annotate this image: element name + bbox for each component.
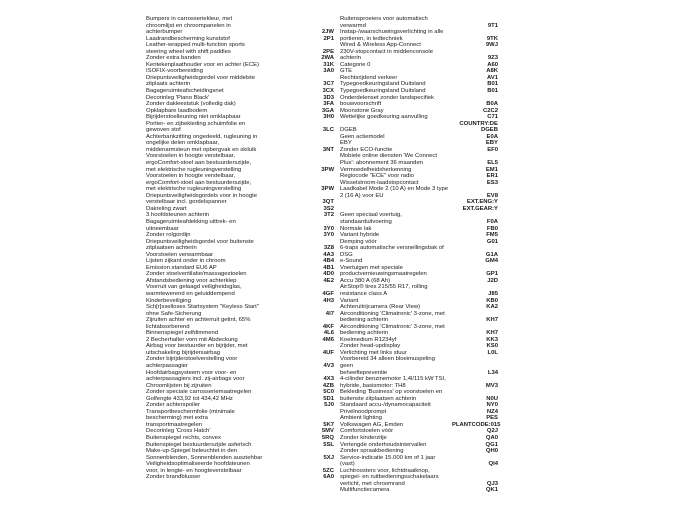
option-code: 9Z3 <box>487 55 498 62</box>
option-description: Zonder extra banden <box>146 55 201 62</box>
option-row <box>340 49 498 62</box>
option-description: Zonder bijrijderstoelverstelling voor achterpassagier <box>146 356 238 369</box>
option-row <box>146 239 336 252</box>
option-row <box>146 16 336 36</box>
option-description: Rechtsrijdend verkeer <box>340 74 398 81</box>
option-description: Voorbereid 34 alleen bloeimuspeling geen beheeftepreventie <box>340 356 435 376</box>
option-description: Normale lak <box>340 225 372 232</box>
option-code: 3T2 <box>323 212 334 219</box>
option-description: Zonder ECO-functie <box>340 146 393 153</box>
option-description: Dakreling zwart <box>146 205 187 212</box>
option-description: Buitenspiegel rechts, convex <box>146 435 221 441</box>
option-code: 4X3 <box>323 376 334 383</box>
option-code: 3QT <box>322 199 334 206</box>
option-code: C2C2 <box>482 107 498 114</box>
option-description: Chroomlijsten bij zijruiten <box>146 382 212 389</box>
option-code: J85 <box>488 290 498 297</box>
option-code: 9T1 <box>487 22 498 29</box>
option-code: 5J0 <box>324 402 334 409</box>
option-description: Buitenspiegel bestuurderszijde asferisch <box>146 441 252 448</box>
option-row <box>340 265 498 278</box>
option-description: Driepuntsveiligheidsgordel voor middelste zitplaats achterin <box>146 74 256 88</box>
option-description: Mobiele online diensten 'We Connect Plus': abonnement 36 maanden <box>340 153 437 167</box>
option-code: 9TK <box>486 35 498 42</box>
option-code: B0A <box>486 101 498 108</box>
option-code: B01 <box>487 88 498 95</box>
option-description: Wired & Wireless App-Connect <box>340 42 421 49</box>
option-description: Ruitensproeiers voor automatisch verwarmd <box>340 16 428 29</box>
option-code: 4D0 <box>323 271 334 278</box>
option-description: Voorstoelen verwarmbaar <box>146 251 214 258</box>
option-code: 4B1 <box>323 264 334 271</box>
option-description: e-Sound <box>340 258 363 265</box>
option-code: 3Y0 <box>323 225 334 232</box>
option-code: 6A0 <box>323 474 334 481</box>
option-row <box>340 284 498 297</box>
option-description: Bumpers in carrosseriekleur, met chroomlijst en chroompanelen in achterbumper <box>146 16 233 36</box>
option-code: 5XJ <box>323 454 334 461</box>
option-row <box>146 317 336 330</box>
option-row <box>146 304 336 317</box>
option-code: 3A0 <box>323 68 334 75</box>
option-description: Achteruitrijcamera (Rear View) <box>340 304 421 311</box>
option-code: 5D1 <box>323 395 334 402</box>
option-code: 4KF <box>322 323 334 330</box>
option-description: 230V-stopcontact in middenconsole achterin <box>340 48 434 62</box>
option-description: Moonstone Gray <box>340 107 384 114</box>
option-code: 4L6 <box>323 330 334 337</box>
option-code: 3LC <box>322 127 334 134</box>
option-row <box>146 219 336 232</box>
option-code: QG1 <box>485 441 498 448</box>
option-code: 4E2 <box>323 277 334 284</box>
option-description: Wisselstroom-laadstopcontact <box>340 179 419 186</box>
option-code: 5RQ <box>321 435 334 441</box>
option-code: 4ZB <box>322 382 334 389</box>
option-code: AV1 <box>486 74 498 81</box>
option-description: Leather-wrapped multi-function sports steering wheel with shift paddles <box>146 42 245 55</box>
option-description: Lijsten zijkant onder in chroom <box>146 258 226 265</box>
option-description: Standaard accu-/dynamocapaciteit <box>340 402 431 409</box>
option-code: GP1 <box>486 271 498 278</box>
option-description: 2 Becherhalter vorn mit Abdeckung <box>146 336 238 343</box>
option-code: 5MV <box>321 428 334 435</box>
option-description: Geen actiemodel <box>340 133 385 140</box>
option-code: 4A3 <box>323 251 334 258</box>
option-code: KB0 <box>486 297 498 304</box>
option-row <box>340 324 498 337</box>
option-description: Onderdelenset zonder landspecifiek bouwvoorschrift <box>340 94 434 108</box>
option-description: Ambient lighting <box>340 415 382 422</box>
option-row <box>340 311 498 324</box>
option-description: Make-up-Spiegel beleuchtet in den Sonnenblenden, Sonnenblenden ausziehbar <box>146 448 263 461</box>
option-row <box>340 16 498 29</box>
option-code: 4I7 <box>325 310 334 317</box>
option-description: Geen speciaal voertuig, standaarduitvoering <box>340 212 402 225</box>
option-description: Voorstoelen in hoogte verstelbaar, ergoComfort-stoel aan bestuurderszijde, met elektrische rugleuningverstelling <box>146 173 252 193</box>
option-description: Variant hybride <box>340 232 380 239</box>
option-code: 4B4 <box>323 258 334 265</box>
option-description: Airconditioning 'Climatronic' 3-zone, met bediening achterin <box>340 323 445 337</box>
option-code: FB0 <box>486 225 498 232</box>
option-description: Veiligheidsoptimaliseerde hoofdsteunen voor, in lengte- en hoogteverstelbaar <box>146 461 250 474</box>
option-description: 4-cilinder benzinemotor 1,4l/115 kW TSI, hybride, basismotor: TH8 <box>340 376 446 389</box>
option-code: COUNTRY:DE <box>459 120 498 127</box>
option-description: Laadrandbescherming kunststof <box>146 35 230 42</box>
option-code: 4V3 <box>323 362 334 369</box>
option-code: MV3 <box>485 382 498 389</box>
option-description: Privélnoodprompt <box>340 408 387 415</box>
option-description: Multifunctiecamera <box>340 487 390 494</box>
option-code: 3H0 <box>323 114 334 121</box>
option-code: G01 <box>486 238 498 245</box>
option-code: N0U <box>486 395 498 402</box>
option-code: Q2J <box>486 428 498 435</box>
option-code: EV8 <box>486 192 498 199</box>
option-description: Demping vóór <box>340 238 377 245</box>
option-code: NZ4 <box>486 408 498 415</box>
option-description: Decorinleg 'Cross Hatch' <box>146 428 211 435</box>
option-row <box>146 409 336 429</box>
option-code: KH7 <box>486 330 498 337</box>
option-code: 5C0 <box>323 389 334 396</box>
option-row <box>340 153 498 166</box>
option-description: Zonder spraakbediening <box>340 448 404 455</box>
option-description: Emission standard EU6 AP <box>146 264 217 271</box>
option-description: Zonder stoelventilatie/massagestoelen <box>146 271 247 278</box>
option-description: Portier- en zijbekleding schuimfolie en gewoven stof <box>146 120 246 134</box>
option-row <box>340 468 498 488</box>
option-description: Voorruit van gelaagd veiligheidsglas, warmtewerend en geluiddempend <box>146 284 242 297</box>
option-code: KH7 <box>486 317 498 324</box>
option-row <box>146 193 336 206</box>
option-description: Vertengde onderhoudsintervallen <box>340 441 427 448</box>
option-code: 3PW <box>321 166 334 173</box>
option-code: 4H3 <box>323 297 334 304</box>
option-row <box>146 42 336 55</box>
option-code: B01 <box>487 81 498 88</box>
option-description: Typegoedkeuringsland Duitsland <box>340 81 426 88</box>
option-description: Airbag voor bestuurder en bijrijder, met uitschakeling bijrijdersairbag <box>146 343 248 356</box>
option-description: Driepuntsveiligheidsgordel voor buitenste zitplaatsen achterin <box>146 238 254 252</box>
option-description: Zonder dakleeststuk (volledig dak) <box>146 101 236 108</box>
option-description: AirStop® tires 215/55 R17, rolling resistance class A <box>340 284 428 297</box>
option-code: EXT.ENG:Y <box>466 199 498 206</box>
option-code: DGEB <box>480 127 498 134</box>
option-code: FM5 <box>486 232 498 239</box>
option-row <box>146 343 336 356</box>
option-description: Vermoedelheidsherkenning <box>340 166 412 173</box>
option-code: KA2 <box>486 304 498 311</box>
option-code: 5SL <box>323 441 334 448</box>
option-description: Binnenspiegel zelfdimmend <box>146 330 219 337</box>
option-code: QH0 <box>485 448 498 455</box>
option-code: ER1 <box>486 173 498 180</box>
option-code: 4GF <box>322 290 334 297</box>
option-description: Luchtroosters voor, lichtdraaiknop, spiegel- en ruitbedieningsschakelaars verlicht, met chroomrand <box>340 467 439 487</box>
option-code: NY0 <box>486 402 498 409</box>
option-description: Zijruiten achter en achterruit getint, 65% lichtabsorberend <box>146 317 251 330</box>
option-description: Kentekenplaathouder voor en achter (ECE) <box>146 61 259 68</box>
option-description: Kinderbeveiliging <box>146 297 191 304</box>
option-code: C71 <box>487 114 498 121</box>
option-code: G1A <box>485 251 498 258</box>
option-row <box>146 153 336 173</box>
option-code: QI4 <box>488 461 498 468</box>
option-row <box>340 212 498 225</box>
option-row <box>146 75 336 88</box>
option-description: GTE <box>340 68 353 75</box>
option-code: 3GA <box>321 107 334 114</box>
option-code: GM4 <box>485 258 498 265</box>
option-description: Comfortstoelen vóór <box>340 428 394 435</box>
option-description: Bekleding 'Business' op voorstoelen en buitenste zitplaatsen achterin <box>340 389 443 402</box>
option-row <box>146 134 336 154</box>
option-description: Afstandsbediening voor achterklep <box>146 277 237 284</box>
option-code: A60 <box>487 61 498 68</box>
option-row <box>340 95 498 108</box>
option-row <box>340 356 498 376</box>
option-code: F0A <box>486 218 498 225</box>
option-row <box>340 389 498 402</box>
option-description: Instap-/waarschuwingsverlichting in alle portieren, in ledtechniek <box>340 29 444 42</box>
option-description: Decorinleg 'Piano Black' <box>146 94 210 101</box>
option-code: 3Z8 <box>323 245 334 252</box>
option-row <box>340 245 498 258</box>
option-code: EM1 <box>485 166 498 173</box>
option-code: 3C7 <box>323 81 334 88</box>
option-description: Service-indicatie 15.000 km of 1 jaar (vast) <box>340 454 436 468</box>
option-code: ES3 <box>486 179 498 186</box>
option-row <box>146 284 336 297</box>
option-code: KK3 <box>486 336 498 343</box>
option-row <box>146 356 336 369</box>
option-description: Driepuntsveiligheidsgordels voor in hoogte verstelbaar incl. gordelspanner <box>146 192 258 206</box>
option-description: Bagageruimteafscheidingsnet <box>146 88 224 95</box>
option-description: Zonder brandblusser <box>146 474 201 481</box>
option-code: A8K <box>486 68 498 75</box>
option-code: J2D <box>487 277 498 284</box>
option-code: KS0 <box>486 343 498 350</box>
option-code: QA0 <box>485 435 498 441</box>
option-row <box>340 455 498 468</box>
option-code: QJ3 <box>486 480 498 487</box>
option-code: 3PW <box>321 186 334 193</box>
option-description: ISOFIX-voorbereiding <box>146 68 203 75</box>
option-code: L0L <box>487 349 498 356</box>
option-description: Hoofdairbagsysteem voor voor- en achterpassagiers incl. zij-airbags voor <box>146 369 245 383</box>
option-row <box>146 173 336 193</box>
option-description: Laadkabel Mode 2 (10 A) en Mode 3 type 2 (16 A) voor EU <box>340 186 449 199</box>
option-code: EXT.GEAR:Y <box>462 205 498 212</box>
option-description: Zonder kinderzitje <box>340 435 387 441</box>
option-code: 4M6 <box>322 336 334 343</box>
option-code: 5ZC <box>322 467 334 474</box>
option-description: Volkswagen AG, Emden <box>340 421 404 428</box>
option-description: Voertuigen met speciale productvernieuwingsmaatregelen <box>340 264 427 278</box>
option-description: Regiocode "ECE" voor radio <box>340 173 414 180</box>
option-code: PES <box>486 415 498 422</box>
option-code: PLANTCODE:015 <box>452 421 501 428</box>
option-row <box>146 448 336 461</box>
option-row <box>340 29 498 42</box>
option-description: Zonder achterspoiler <box>146 402 201 409</box>
option-description: 3 hoofdsteunen achterin <box>146 212 210 219</box>
option-description: Opklapbare laadbodem <box>146 107 208 114</box>
option-code: 3CX <box>322 88 334 95</box>
option-description: Bijrijderstoelleuning niet omklapbaar <box>146 114 241 121</box>
option-code: EF0 <box>487 146 498 153</box>
option-row <box>146 121 336 134</box>
option-description: Sch[r]sselloses Startsystem "Keyless Start" ohne Safe-Sicherung <box>146 304 259 317</box>
option-description: Airconditioning 'Climatronic' 3-zone, met bediening achterin <box>340 310 445 324</box>
option-description: Typegoedkeuringsland Duitsland <box>340 88 426 95</box>
option-code: E0A <box>486 133 498 140</box>
option-code: QK1 <box>485 487 498 494</box>
option-description: Transportbeschermfolie (minimale bescherming) met extra transportmaatregelen <box>146 408 235 428</box>
option-description: Zonder rolgordijn <box>146 232 191 239</box>
option-description: Categorie 0 <box>340 61 371 68</box>
option-description: 6-traps automatische versnellingsbak of DSG <box>340 245 444 258</box>
option-code: L34 <box>487 369 498 376</box>
option-description: Zonder head-updisplay <box>340 343 401 350</box>
option-description: Zonder speciale carrosseriemaatregelen <box>146 389 252 396</box>
option-code: EBY <box>485 140 498 147</box>
option-code: 9WJ <box>485 42 498 49</box>
option-description: Achterbankzitting ongedeeld, rugleuning in ongelijke delen omklapbaar, middenarmsteun met opbergvak en skiluik <box>146 133 258 153</box>
option-code: 3NT <box>322 146 334 153</box>
option-description: Bagageruimteafdekking uittrek- en uitneembaar <box>146 218 236 232</box>
option-description: Koelmedium R1234yf <box>340 336 397 343</box>
option-description: Variant <box>340 297 359 304</box>
option-code: EL5 <box>487 160 498 167</box>
option-description: Verlichting met links stuur <box>340 349 407 356</box>
option-row <box>340 487 498 494</box>
option-code: 2JW <box>321 29 334 36</box>
option-row <box>340 376 498 389</box>
option-code: 2PE <box>322 48 334 55</box>
option-code: 3S2 <box>323 205 334 212</box>
option-row <box>146 461 336 474</box>
option-code: 2WA <box>321 55 334 62</box>
option-description: Golfengte 433,92 tot 434,42 MHz <box>146 395 233 402</box>
option-code: 31K <box>323 61 334 68</box>
option-code: 3FA <box>323 101 334 108</box>
option-description: Wettelijke goedkeuring aanvulling <box>340 114 428 121</box>
option-code: 3Y0 <box>323 232 334 239</box>
option-description: Accu 380 A (68 Ah) <box>340 277 391 284</box>
option-description: Voorstoelen in hoogte verstelbaar, ergoComfort-stoel aan bestuurderszijde, met elektrische rugleuningverstelling <box>146 153 252 173</box>
right-column <box>340 16 501 494</box>
option-description: DGEB <box>340 127 357 134</box>
option-row <box>340 186 498 199</box>
left-column <box>146 16 336 481</box>
option-row <box>146 370 336 383</box>
option-code: 5K7 <box>323 421 334 428</box>
option-row <box>146 474 336 481</box>
option-code: 2P1 <box>323 35 334 42</box>
option-code: 3D3 <box>323 94 334 101</box>
option-description: EBY <box>340 140 352 147</box>
option-code: 4UF <box>322 349 334 356</box>
